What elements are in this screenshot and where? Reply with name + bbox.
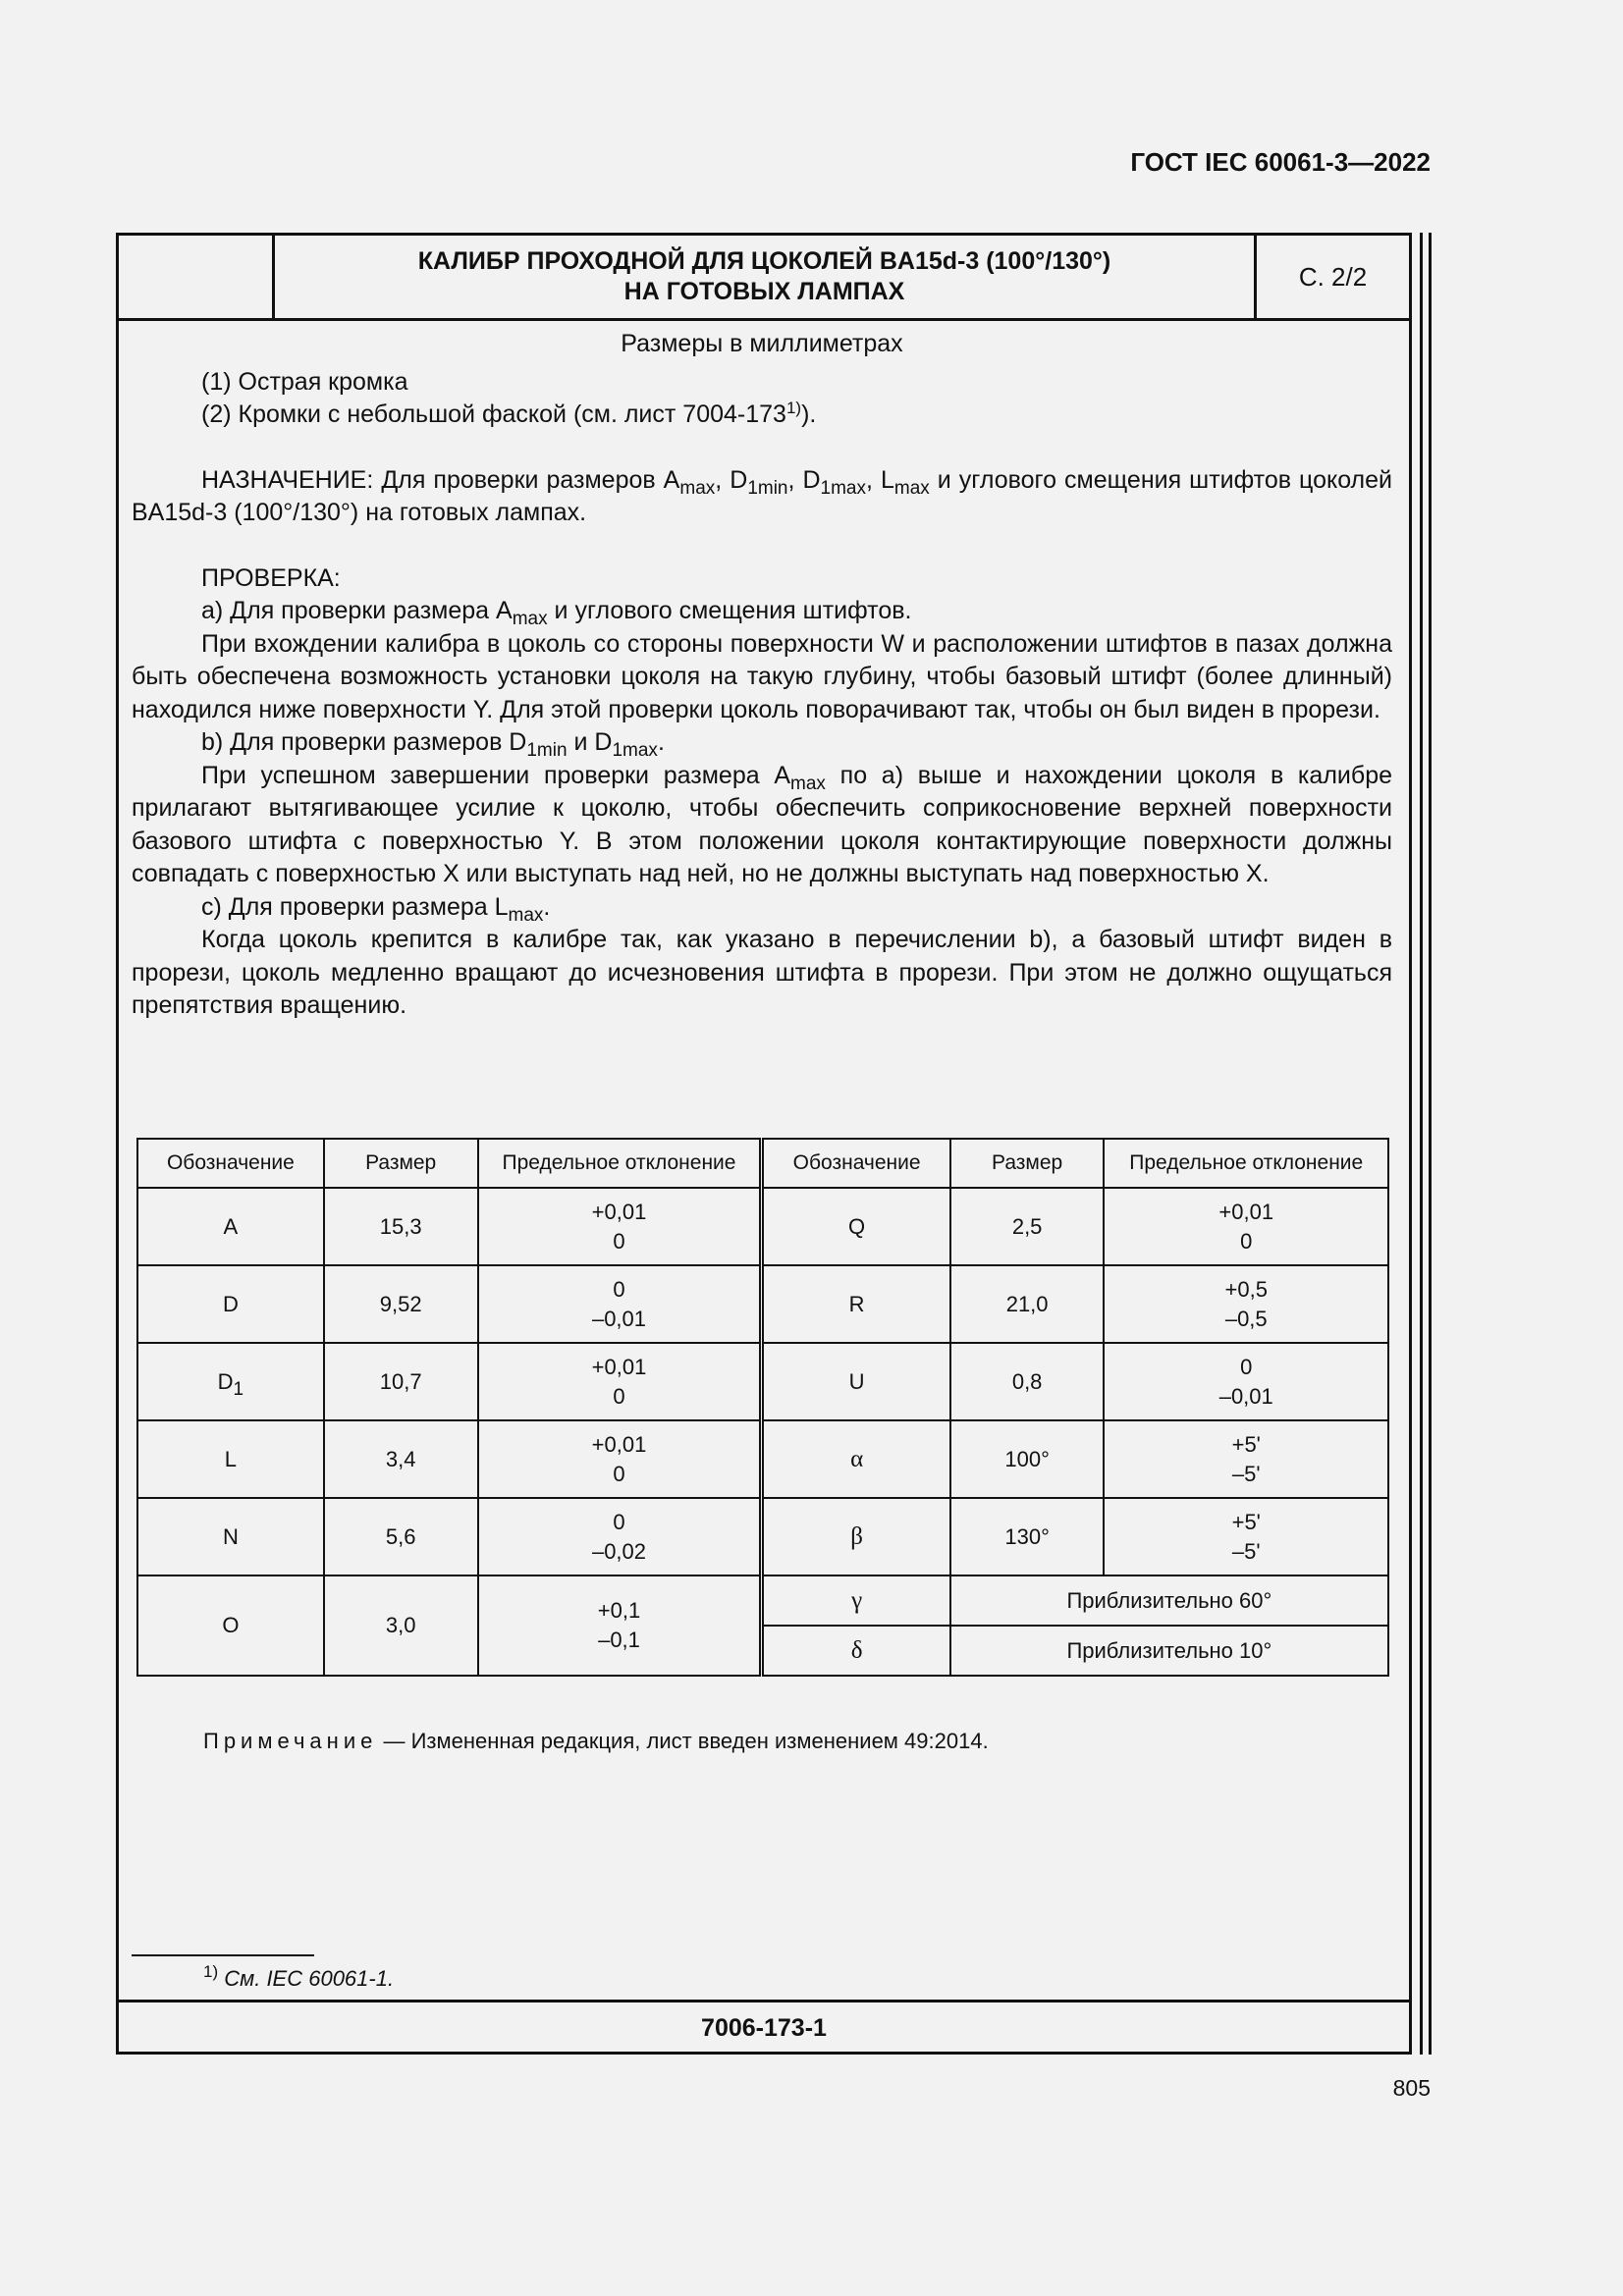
tolerance-cell: +0,01 0 xyxy=(478,1188,762,1265)
size-cell: 2,5 xyxy=(950,1188,1105,1265)
check-c-heading: c) Для проверки размера $L_{max}$. xyxy=(201,892,551,926)
approximate-value-cell: Приблизительно 60° xyxy=(950,1575,1388,1626)
size-cell: 0,8 xyxy=(950,1343,1105,1420)
note-text: — Измененная редакция, лист введен изменением 49:2014. xyxy=(377,1729,989,1753)
designation-cell: β xyxy=(762,1498,950,1575)
check-a-paragraph: При вхождении калибра в цоколь со стороны поверхности W и расположении штифтов в пазах должна быть обеспечена возможность установки цоколя на такую глубину, чтобы базовый штифт (более длинный) находился ниже поверхности Y. Для этой проверки цоколь поворачивают так, чтобы он был виден в прорези. xyxy=(132,629,1392,723)
designation-cell: Q xyxy=(762,1188,950,1265)
standard-number: ГОСТ IEC 60061-3—2022 xyxy=(1130,147,1431,177)
table-row xyxy=(137,1188,1388,1265)
note-label: Примечание xyxy=(203,1729,378,1753)
tolerance-cell: +0,01 0 xyxy=(1104,1188,1388,1265)
title-block-empty-cell xyxy=(119,236,275,318)
designation-cell: $D_1$ xyxy=(137,1343,324,1420)
designation-cell: L xyxy=(137,1420,324,1498)
check-b-heading: b) Для проверки размеров $D_{1min}$ и $D_{1max}$. xyxy=(201,728,665,761)
designation-cell: N xyxy=(137,1498,324,1575)
footnote-mark: 1) xyxy=(203,1962,219,1981)
tolerance-cell: +0,01 0 xyxy=(478,1420,762,1498)
size-cell: 21,0 xyxy=(950,1265,1105,1343)
table-row xyxy=(137,1420,1388,1498)
designation-cell: A xyxy=(137,1188,324,1265)
table-row xyxy=(137,1343,1388,1420)
table-row xyxy=(137,1498,1388,1575)
table-row xyxy=(137,1265,1388,1343)
tolerance-cell: 0 –0,01 xyxy=(1104,1343,1388,1420)
sheet-content xyxy=(132,319,1392,1023)
size-cell: 3,4 xyxy=(324,1420,478,1498)
sheet-number: 7006-173-1 xyxy=(119,2000,1409,2055)
note-item-2 xyxy=(132,399,1392,432)
size-cell: 3,0 xyxy=(324,1575,478,1676)
note-item-2-end: ). xyxy=(801,400,817,428)
sheet-title-line2: НА ГОТОВЫХ ЛАМПАХ xyxy=(623,278,905,305)
designation-cell: δ xyxy=(762,1626,950,1676)
title-block xyxy=(119,236,1409,321)
tolerance-cell: +0,01 0 xyxy=(478,1343,762,1420)
approximate-value-cell: Приблизительно 10° xyxy=(950,1626,1388,1676)
note-item-1: (1) Острая кромка xyxy=(201,367,408,396)
dimensions-table xyxy=(136,1138,1389,1677)
size-cell: 130° xyxy=(950,1498,1105,1575)
check-c-paragraph: Когда цоколь крепится в калибре так, как указано в перечислении b), а базовый штифт виден в прорези, цоколь медленно вращают до исчезновения штифта в прорези. При этом не должно ощущаться препятствия вращению. xyxy=(132,926,1392,1019)
column-header: Размер xyxy=(324,1139,478,1188)
footnote xyxy=(203,1962,395,1992)
check-b-paragraph: При успешном завершении проверки размера $A_{max}$ по а) выше и нахождении цоколя в калибре прилагают вытягивающее усилие к цоколю, чтобы обеспечить соприкосновение верхней поверхности базового штифта с поверхностью Y. В этом положении цоколя контактирующие поверхности должны совпадать с поверхностью X или выступать над ней, но не должны выступать над поверхностью X. xyxy=(132,761,1393,887)
tolerance-cell: +0,5 –0,5 xyxy=(1104,1265,1388,1343)
tolerance-cell: +0,1 –0,1 xyxy=(478,1575,762,1676)
table-header-row xyxy=(137,1139,1388,1188)
dimensions-caption: Размеры в миллиметрах xyxy=(621,330,903,357)
margin-line xyxy=(1429,233,1432,2055)
check-heading: ПРОВЕРКА: xyxy=(201,563,341,592)
page-reference: С. 2/2 xyxy=(1298,261,1368,292)
footnote-text: См. IEC 60061-1. xyxy=(224,1966,395,1991)
size-cell: 9,52 xyxy=(324,1265,478,1343)
column-header: Обозначение xyxy=(762,1139,950,1188)
column-header: Предельное отклонение xyxy=(1104,1139,1388,1188)
designation-cell: α xyxy=(762,1420,950,1498)
tolerance-cell: +5' –5' xyxy=(1104,1498,1388,1575)
tolerance-cell: 0 –0,01 xyxy=(478,1265,762,1343)
page-number: 805 xyxy=(1392,2075,1431,2101)
note-item-2-text: (2) Кромки с небольшой фаской (см. лист 7004-173 xyxy=(201,400,786,428)
tolerance-cell: 0 –0,02 xyxy=(478,1498,762,1575)
designation-cell: O xyxy=(137,1575,324,1676)
size-cell: 5,6 xyxy=(324,1498,478,1575)
drawing-sheet-frame xyxy=(116,233,1412,2055)
column-header: Размер xyxy=(950,1139,1105,1188)
sheet-title xyxy=(275,236,1257,318)
size-cell: 15,3 xyxy=(324,1188,478,1265)
designation-cell: R xyxy=(762,1265,950,1343)
designation-cell: γ xyxy=(762,1575,950,1626)
note xyxy=(203,1729,989,1754)
designation-cell: U xyxy=(762,1343,950,1420)
check-a-heading: а) Для проверки размера $A_{max}$ и углового смещения штифтов. xyxy=(201,597,912,629)
size-cell: 100° xyxy=(950,1420,1105,1498)
sheet-title-line1: КАЛИБР ПРОХОДНОЙ ДЛЯ ЦОКОЛЕЙ BA15d-3 (100°/130°) xyxy=(417,247,1111,275)
footnote-ref: 1) xyxy=(785,399,802,417)
tolerance-cell: +5' –5' xyxy=(1104,1420,1388,1498)
size-cell: 10,7 xyxy=(324,1343,478,1420)
purpose-paragraph: НАЗНАЧЕНИЕ: Для проверки размеров $A_{max}$, $D_{1min}$, $D_{1max}$, $L_{max}$ и углового смещения штифтов цоколей BA15d-3 (100°/130°) на готовых лампах. xyxy=(132,465,1392,526)
table-row xyxy=(137,1575,1388,1626)
margin-line xyxy=(1420,233,1423,2055)
column-header: Предельное отклонение xyxy=(478,1139,762,1188)
column-header: Обозначение xyxy=(137,1139,324,1188)
footnote-separator xyxy=(132,1954,314,1956)
designation-cell: D xyxy=(137,1265,324,1343)
